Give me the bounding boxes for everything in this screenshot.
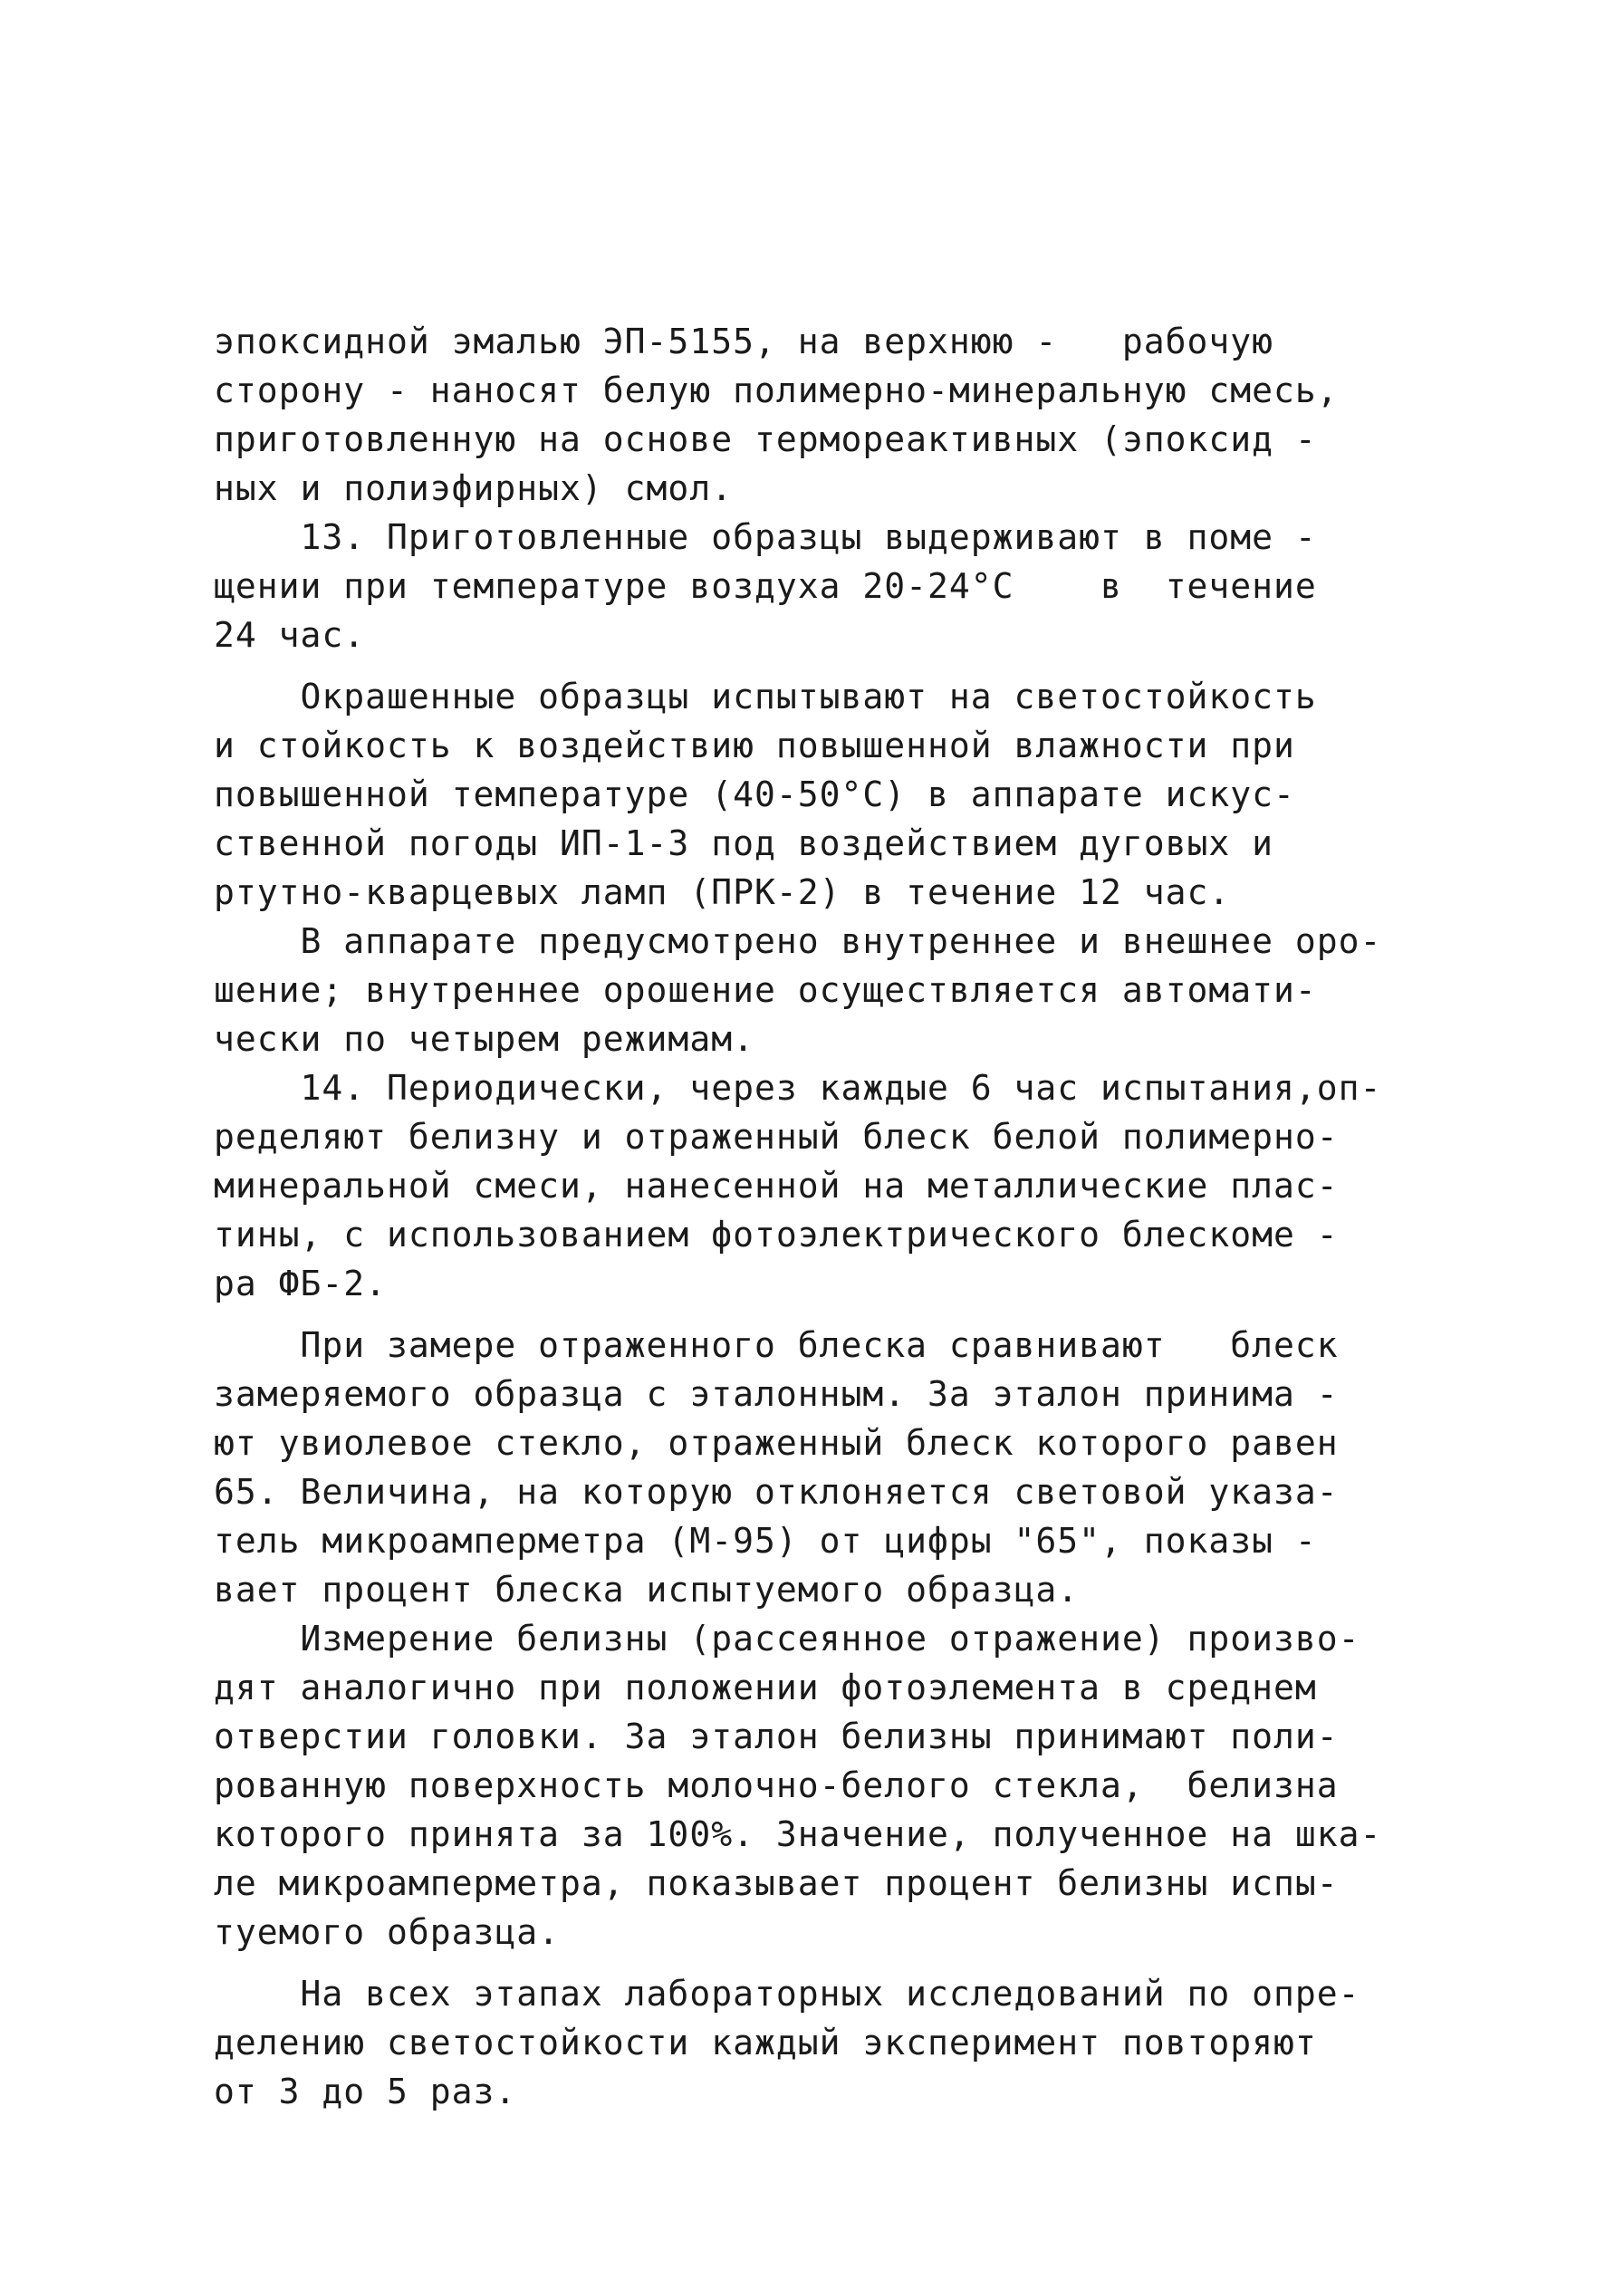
text-line: ле микроамперметра, показывает процент белизны испы- (214, 1863, 1339, 1903)
paragraph-spacer (214, 659, 1409, 672)
text-line: 13. Приготовленные образцы выдерживают в поме - (214, 517, 1317, 557)
text-line: ют увиолевое стекло, отраженный блеск которого равен (214, 1423, 1339, 1463)
text-line: ственной погоды ИП-1-3 под воздействием дуговых и (214, 823, 1274, 863)
text-line: отверстии головки. За эталон белизны принимают поли- (214, 1716, 1339, 1756)
text-line: и стойкость к воздействию повышенной влажности при (214, 726, 1295, 765)
text-line: шение; внутреннее орошение осуществляется автомати- (214, 970, 1317, 1010)
text-line: дят аналогично при положении фотоэлемента в среднем (214, 1668, 1317, 1707)
text-line: щении при температуре воздуха 20-24°C в течение (214, 566, 1317, 606)
text-line: туемого образца. (214, 1912, 561, 1952)
text-line: от 3 до 5 раз. (214, 2072, 517, 2111)
text-line: В аппарате предусмотрено внутреннее и внешнее оро- (214, 921, 1382, 961)
text-line: Окрашенные образцы испытывают на светостойкость (214, 677, 1317, 716)
paragraph-6 (214, 1321, 1409, 1614)
body-text (214, 317, 1409, 2116)
text-line: 24 час. (214, 615, 366, 655)
text-line: замеряемого образца с эталонным. За эталон принима - (214, 1374, 1339, 1414)
text-line: ных и полиэфирных) смол. (214, 468, 734, 508)
paragraph-7 (214, 1614, 1409, 1957)
text-line: ределяют белизну и отраженный блеск белой полимерно- (214, 1117, 1339, 1157)
text-line: тель микроамперметра (М-95) от цифры "65", показы - (214, 1521, 1317, 1561)
text-line: рованную поверхность молочно-белого стекла, белизна (214, 1765, 1339, 1805)
paragraph-spacer (214, 1308, 1409, 1321)
text-line: эпоксидной эмалью ЭП-5155, на верхнюю - рабочую (214, 322, 1274, 361)
paragraph-spacer (214, 1957, 1409, 1969)
text-line: ра ФБ-2. (214, 1264, 388, 1303)
text-line: повышенной температуре (40-50°C) в аппарате искус- (214, 774, 1295, 814)
text-line: делению светостойкости каждый эксперимент повторяют (214, 2023, 1317, 2063)
paragraph-4 (214, 917, 1409, 1063)
text-line: чески по четырем режимам. (214, 1019, 754, 1059)
text-line: вает процент блеска испытуемого образца. (214, 1570, 1080, 1610)
paragraph-2 (214, 513, 1409, 659)
paragraph-3 (214, 672, 1409, 917)
text-line: 14. Периодически, через каждые 6 час испытания,оп- (214, 1068, 1382, 1108)
text-line: Измерение белизны (рассеянное отражение) произво- (214, 1619, 1360, 1659)
text-line: На всех этапах лабораторных исследований по опре- (214, 1974, 1360, 2014)
text-line: приготовленную на основе термореактивных (эпоксид - (214, 419, 1317, 459)
paragraph-8 (214, 1969, 1409, 2116)
text-line: 65. Величина, на которую отклоняется световой указа- (214, 1472, 1339, 1512)
paragraph-1 (214, 317, 1409, 513)
text-line: сторону - наносят белую полимерно-минеральную смесь, (214, 370, 1339, 410)
text-line: При замере отраженного блеска сравнивают блеск (214, 1325, 1339, 1365)
text-line: минеральной смеси, нанесенной на металлические плас- (214, 1166, 1339, 1206)
paragraph-5 (214, 1063, 1409, 1308)
text-line: ртутно-кварцевых ламп (ПРК-2) в течение 12 час. (214, 872, 1231, 912)
text-line: которого принята за 100%. Значение, полученное на шка- (214, 1814, 1382, 1854)
text-line: тины, с использованием фотоэлектрического блескоме - (214, 1215, 1339, 1255)
